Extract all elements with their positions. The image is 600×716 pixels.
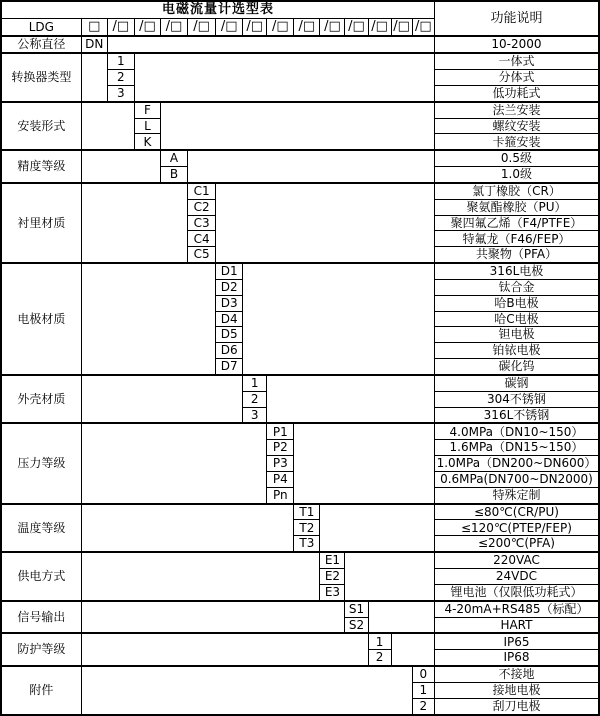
empty-region (294, 423, 435, 503)
empty-region (320, 504, 435, 553)
option-code: A (160, 150, 187, 166)
option-code: T3 (294, 536, 320, 552)
option-desc: 哈B电极 (434, 295, 599, 311)
option-code: 2 (368, 650, 391, 666)
checkbox-slot: /□ (107, 19, 134, 37)
option-desc: IP68 (434, 650, 599, 666)
option-code: D6 (216, 343, 243, 359)
option-code: P1 (267, 423, 294, 439)
option-code: D3 (216, 295, 243, 311)
section-label: 供电方式 (1, 552, 81, 601)
option-desc: IP65 (434, 633, 599, 649)
option-code: K (134, 134, 160, 150)
option-desc: 聚四氟乙烯（F4/PTFE） (434, 215, 599, 231)
checkbox-slot: /□ (345, 19, 368, 37)
section-label: 精度等级 (1, 150, 81, 183)
option-code: E3 (320, 584, 345, 600)
option-code: 2 (243, 391, 267, 407)
option-desc: 特殊定制 (434, 487, 599, 503)
option-code: Pn (267, 487, 294, 503)
empty-region (267, 375, 435, 424)
option-code: P2 (267, 440, 294, 456)
option-code: D4 (216, 311, 243, 327)
option-desc: 刮刀电极 (434, 698, 599, 715)
empty-region (81, 53, 107, 102)
option-code: F (134, 102, 160, 118)
option-code: L (134, 118, 160, 134)
option-desc: 钽电极 (434, 327, 599, 343)
empty-region (81, 183, 187, 263)
option-code: C1 (188, 183, 216, 199)
option-code: 0 (412, 666, 434, 682)
option-code: 3 (243, 407, 267, 423)
section-label: 安装形式 (1, 102, 81, 151)
option-desc: 卡箍安装 (434, 134, 599, 150)
checkbox-slot: □ (81, 19, 107, 37)
empty-region (216, 183, 435, 263)
option-desc: 220VAC (434, 552, 599, 568)
empty-region (81, 666, 412, 715)
option-desc: 不接地 (434, 666, 599, 682)
empty-region (243, 263, 435, 375)
option-code: D2 (216, 280, 243, 296)
option-desc: 分体式 (434, 70, 599, 86)
empty-region (391, 633, 434, 666)
option-code: P3 (267, 456, 294, 472)
desc-column-header: 功能说明 (434, 1, 599, 36)
option-code: 2 (412, 698, 434, 715)
option-desc: 低功耗式 (434, 85, 599, 101)
option-desc: 一体式 (434, 53, 599, 69)
option-code: S1 (345, 601, 368, 617)
option-code: T2 (294, 520, 320, 536)
option-code: 1 (107, 53, 134, 69)
empty-region (160, 102, 434, 151)
option-desc: 螺纹安装 (434, 118, 599, 134)
option-code: C3 (188, 215, 216, 231)
option-desc: 锂电池（仅限低功耗式） (434, 584, 599, 600)
option-desc: 法兰安装 (434, 102, 599, 118)
option-desc: 10-2000 (434, 36, 599, 53)
row-label-diameter: 公称直径 (1, 36, 81, 53)
empty-region (81, 150, 160, 183)
empty-region (81, 263, 215, 375)
option-code: E1 (320, 552, 345, 568)
checkbox-slot: /□ (267, 19, 294, 37)
checkbox-slot: /□ (216, 19, 243, 37)
option-desc: 哈C电极 (434, 311, 599, 327)
option-desc: 0.5级 (434, 150, 599, 166)
empty-region (345, 552, 434, 601)
checkbox-slot: /□ (160, 19, 187, 37)
section-label: 温度等级 (1, 504, 81, 553)
option-code: P4 (267, 471, 294, 487)
option-desc: 碳钢 (434, 375, 599, 391)
section-label: 转换器类型 (1, 53, 81, 102)
empty-region (81, 375, 242, 424)
option-code: DN (81, 36, 107, 53)
option-desc: 0.6MPa(DN700~DN2000) (434, 471, 599, 487)
option-desc: HART (434, 617, 599, 633)
option-desc: 共聚物（PFA） (434, 247, 599, 263)
option-desc: 4-20mA+RS485（标配） (434, 601, 599, 617)
section-label: 外壳材质 (1, 375, 81, 424)
option-desc: 接地电极 (434, 683, 599, 699)
empty-region (81, 552, 320, 601)
empty-region (107, 36, 434, 53)
option-code: D5 (216, 327, 243, 343)
option-code: S2 (345, 617, 368, 633)
model-prefix-label: LDG (1, 19, 81, 37)
option-code: T1 (294, 504, 320, 520)
checkbox-slot: /□ (188, 19, 216, 37)
option-code: B (160, 167, 187, 183)
option-code: 1 (243, 375, 267, 391)
empty-region (188, 150, 435, 183)
checkbox-slot: /□ (368, 19, 391, 37)
checkbox-slot: /□ (320, 19, 345, 37)
option-desc: 304不锈钢 (434, 391, 599, 407)
section-label: 附件 (1, 666, 81, 715)
page-title: 电磁流量计选型表 (1, 1, 434, 19)
section-label: 衬里材质 (1, 183, 81, 263)
option-code: E2 (320, 568, 345, 584)
option-desc: 1.6MPa（DN15~150） (434, 440, 599, 456)
empty-region (134, 53, 434, 102)
option-desc: 24VDC (434, 568, 599, 584)
checkbox-slot: /□ (243, 19, 267, 37)
empty-region (81, 504, 294, 553)
option-code: C2 (188, 199, 216, 215)
option-desc: 4.0MPa（DN10~150） (434, 423, 599, 439)
section-label: 压力等级 (1, 423, 81, 503)
option-desc: 316L不锈钢 (434, 407, 599, 423)
option-desc: 钛合金 (434, 280, 599, 296)
empty-region (81, 633, 368, 666)
option-desc: 聚氨酯橡胶（PU） (434, 199, 599, 215)
empty-region (368, 601, 434, 634)
option-desc: ≤80℃(CR/PU) (434, 504, 599, 520)
empty-region (81, 423, 267, 503)
section-label: 电极材质 (1, 263, 81, 375)
option-code: C5 (188, 247, 216, 263)
section-label: 防护等级 (1, 633, 81, 666)
option-code: 1 (368, 633, 391, 649)
option-desc: 1.0级 (434, 167, 599, 183)
option-desc: 316L电极 (434, 263, 599, 279)
checkbox-slot: /□ (134, 19, 160, 37)
option-code: D7 (216, 358, 243, 374)
option-desc: 特氟龙（F46/FEP） (434, 231, 599, 247)
option-code: 2 (107, 70, 134, 86)
option-desc: 氯丁橡胶（CR） (434, 183, 599, 199)
option-code: C4 (188, 231, 216, 247)
section-label: 信号输出 (1, 601, 81, 634)
option-code: 1 (412, 683, 434, 699)
option-code: D1 (216, 263, 243, 279)
option-desc: 碳化钨 (434, 358, 599, 374)
checkbox-slot: /□ (391, 19, 412, 37)
option-code: 3 (107, 85, 134, 101)
checkbox-slot: /□ (294, 19, 320, 37)
option-desc: 铂铱电极 (434, 343, 599, 359)
empty-region (81, 102, 134, 151)
checkbox-slot: /□ (412, 19, 434, 37)
option-desc: ≤200℃(PFA) (434, 536, 599, 552)
option-desc: 1.0MPa（DN200~DN600） (434, 456, 599, 472)
option-desc: ≤120℃(PTEP/FEP) (434, 520, 599, 536)
empty-region (81, 601, 345, 634)
